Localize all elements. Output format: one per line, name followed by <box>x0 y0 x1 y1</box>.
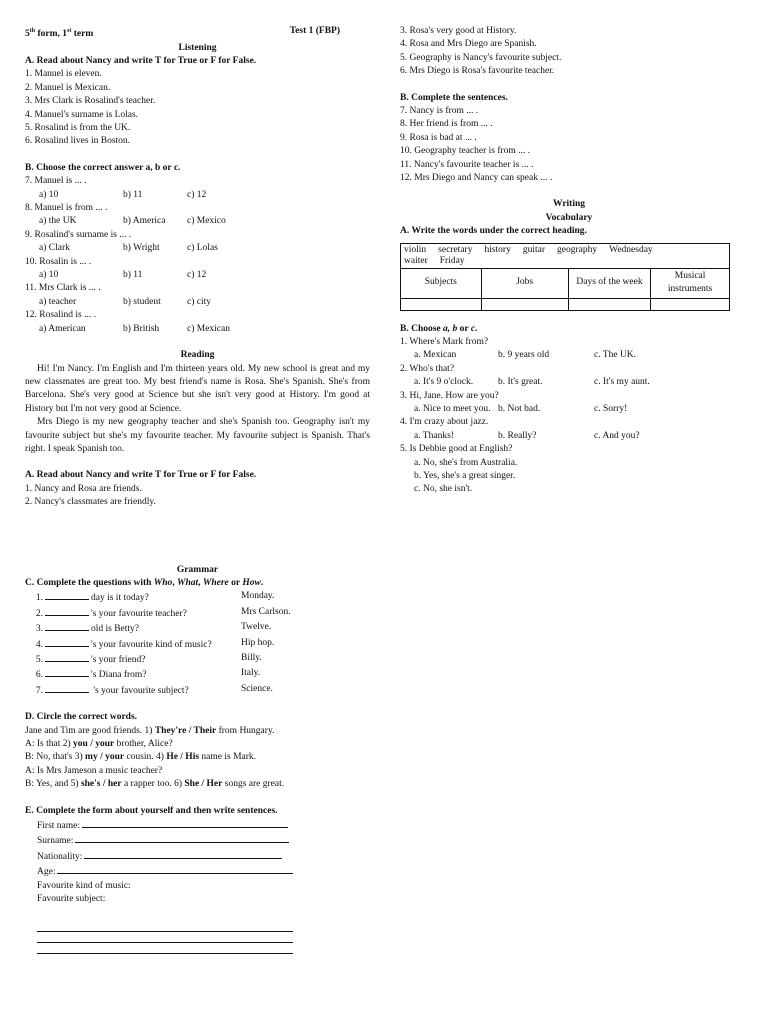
grammar-c-item <box>25 683 370 698</box>
answer-cell[interactable] <box>651 298 730 310</box>
word-bank-word: violin <box>404 244 427 255</box>
reading-a-item: 1. Nancy and Rosa are friends. <box>25 483 142 494</box>
item-number: 7. <box>35 685 43 696</box>
blank-line[interactable] <box>45 637 89 647</box>
question-text: old is Betty? <box>91 624 140 635</box>
question-text: 's Diana from? <box>91 670 147 681</box>
word-bank-word: waiter <box>404 255 428 266</box>
answer-option[interactable]: b) British <box>123 323 160 334</box>
listening-a-list <box>25 68 370 148</box>
form-row <box>25 893 370 906</box>
text: cousin. 4) <box>124 752 167 763</box>
grammar-c-item <box>25 637 370 652</box>
blank-line[interactable] <box>45 667 89 677</box>
grammar-d-line <box>25 765 370 778</box>
reading-title: Reading <box>180 350 215 361</box>
form-row <box>25 833 370 848</box>
text: from Hungary. <box>216 725 275 736</box>
answer-cell[interactable] <box>568 298 650 310</box>
reading-paragraph-1: Hi! I'm Nancy. I'm English and I'm thirteen years old. My new school is great and my new classmates are great too. My best friend's name is Rosa. She's Spanish. She's from Barcelona. She's very good at Science but she isn't very good at History. I'm good at History but I'm not very good at Science. <box>25 363 370 414</box>
answer-option[interactable]: b. It's great. <box>498 377 543 388</box>
vocab-b-options <box>400 349 738 362</box>
question-text: 's your favourite kind of music? <box>91 639 212 650</box>
form-row <box>25 818 370 833</box>
form-label: First name: <box>37 821 81 832</box>
question <box>31 637 241 652</box>
answer-option[interactable]: c) 12 <box>187 270 207 281</box>
right-column <box>400 25 738 497</box>
word-bank-word: geography <box>557 244 598 255</box>
listening-b-options <box>25 296 370 309</box>
text: A: Is that 2) <box>25 739 74 750</box>
listening-title: Listening <box>178 42 217 53</box>
grammar-e-form <box>25 818 370 906</box>
grammar-c-item <box>25 590 370 605</box>
listening-a-item: 3. Mrs Clark is Rosalind's teacher. <box>25 96 156 107</box>
grammar-c-item <box>25 606 370 621</box>
heading-text: C. Complete the questions with <box>25 577 154 588</box>
item-number: 4. <box>35 639 43 650</box>
text: brother, Alice? <box>114 739 173 750</box>
answer-option[interactable]: a) the UK <box>39 216 77 227</box>
vocab-b-options <box>400 403 738 416</box>
vocab-b-question: 4. I'm crazy about jazz. <box>400 417 489 428</box>
reading-b-item: 8. Her friend is from ... . <box>400 119 493 130</box>
answer-option[interactable]: c. And you? <box>594 430 640 441</box>
vocab-table <box>400 243 730 311</box>
listening-b-question: 9. Rosalind's surname is ... . <box>25 229 132 240</box>
listening-b-list <box>25 175 370 336</box>
word-bank-word: Friday <box>439 255 465 266</box>
question-word: Who <box>153 577 173 588</box>
word-choice[interactable]: my / your <box>85 752 125 763</box>
answer-option[interactable]: c) Mexico <box>187 216 226 227</box>
question-text: day is it today? <box>91 593 149 604</box>
answer-option[interactable]: a) 10 <box>39 270 59 281</box>
answer-option[interactable]: a) American <box>39 323 86 334</box>
heading-sep: , <box>172 577 178 588</box>
text: a rapper too. 6) <box>121 779 185 790</box>
item-number: 6. <box>35 670 43 681</box>
writing-line[interactable] <box>37 921 293 932</box>
page-header <box>25 25 370 42</box>
form-row <box>25 880 370 893</box>
column-heading: Musical instruments <box>651 268 730 298</box>
reading-b-item: 12. Mrs Diego and Nancy can speak ... . <box>400 173 553 184</box>
answer-option[interactable]: a) 10 <box>39 189 59 200</box>
question <box>31 652 241 667</box>
word-bank-word: guitar <box>522 244 546 255</box>
vocab-b-list <box>400 336 738 497</box>
answer-text: Twelve. <box>241 622 272 633</box>
word-choice[interactable]: she's / her <box>80 779 122 790</box>
listening-a-item: 6. Rosalind lives in Boston. <box>25 136 131 147</box>
form-label: Age: <box>37 867 56 878</box>
form-row <box>25 849 370 864</box>
reading-b-heading: B. Complete the sentences. <box>400 92 508 103</box>
grammar-d-line <box>25 751 370 764</box>
text: Jane and Tim are good friends. 1) <box>25 725 155 736</box>
form-label: Favourite kind of music: <box>37 880 131 891</box>
question <box>31 590 241 605</box>
answer-option[interactable]: a. Thanks! <box>414 430 454 441</box>
column-heading: Subjects <box>401 268 482 298</box>
listening-b-question: 7. Manuel is ... . <box>25 176 87 187</box>
listening-b-options <box>25 215 370 228</box>
item-number: 5. <box>35 655 43 665</box>
answer-option[interactable]: c. Sorry! <box>594 403 628 414</box>
word-bank-word: history <box>484 244 511 255</box>
question-text: 's your friend? <box>91 655 146 665</box>
reading-b-list <box>400 105 738 185</box>
answer-option[interactable]: b. Really? <box>498 430 537 441</box>
answer-option[interactable]: b) Wright <box>123 243 160 254</box>
answer-cell[interactable] <box>481 298 568 310</box>
reading-a-item: 3. Rosa's very good at History. <box>400 26 517 36</box>
blank-line[interactable] <box>45 683 89 693</box>
form-label: 5th form, 1st term <box>25 28 94 40</box>
reading-b-item: 9. Rosa is bad at ... . <box>400 132 477 143</box>
listening-b-question: 10. Rosalin is ... . <box>25 256 92 267</box>
answer-option[interactable]: a. No, she's from Australia. <box>414 457 518 468</box>
reading-a-list <box>25 483 370 510</box>
reading-b-item: 7. Nancy is from ... . <box>400 106 479 117</box>
answer-option[interactable]: c. It's my aunt. <box>594 377 650 388</box>
form-input-line[interactable] <box>84 849 282 859</box>
grammar-d-line <box>25 725 370 738</box>
column-heading: Days of the week <box>568 268 650 298</box>
word-bank-word: Wednesday <box>609 244 653 255</box>
column-heading: Jobs <box>481 268 568 298</box>
vocab-b-question: 5. Is Debbie good at English? <box>400 444 513 455</box>
form-label: Favourite subject: <box>37 894 106 905</box>
listening-b-options <box>25 269 370 282</box>
vocab-b-question: 1. Where's Mark from? <box>400 336 489 347</box>
answer-option[interactable]: b. 9 years old <box>498 350 550 361</box>
vocab-b-options <box>400 430 738 443</box>
listening-b-question: 12. Rosalind is ... . <box>25 310 96 321</box>
reading-a-item: 5. Geography is Nancy's favourite subject. <box>400 52 562 63</box>
reading-a-item: 4. Rosa and Mrs Diego are Spanish. <box>400 39 537 50</box>
word-bank <box>401 243 730 268</box>
answer-cell[interactable] <box>401 298 482 310</box>
question-word: What <box>177 577 199 588</box>
text: songs are great. <box>222 779 285 790</box>
listening-b-options <box>25 242 370 255</box>
blank-line[interactable] <box>45 652 89 662</box>
blank-line[interactable] <box>45 621 89 631</box>
form-input-line[interactable] <box>75 833 289 843</box>
blank-line[interactable] <box>45 590 89 600</box>
reading-a-item: 2. Nancy's classmates are friendly. <box>25 497 156 508</box>
writing-title: Writing <box>552 199 586 210</box>
heading-sep: or <box>228 577 243 588</box>
question <box>31 606 241 621</box>
form-label: Nationality: <box>37 851 83 862</box>
word-choice[interactable]: They're / Their <box>154 725 217 736</box>
form-input-line[interactable] <box>57 864 293 874</box>
item-number: 3. <box>35 624 43 635</box>
answer-option[interactable]: a. Nice to meet you. <box>414 403 491 414</box>
heading-sep: . <box>260 577 264 588</box>
answer-option[interactable]: b. Yes, she's a great singer. <box>414 470 516 481</box>
answer-option[interactable]: b) America <box>123 216 166 227</box>
text: B: No, that's 3) <box>25 752 86 763</box>
answer-text: Hip hop. <box>241 637 275 648</box>
answer-option[interactable]: c) city <box>187 296 212 307</box>
answer-option[interactable]: c) Lolas <box>187 243 218 254</box>
word-choice[interactable]: He / His <box>166 752 200 763</box>
answer-option[interactable]: c. The UK. <box>594 350 637 361</box>
reading-b-item: 11. Nancy's favourite teacher is ... . <box>400 159 534 170</box>
question <box>31 667 241 682</box>
text: B: Yes, and 5) <box>25 779 81 790</box>
vocab-b-question: 2. Who's that? <box>400 363 455 374</box>
question-word: How <box>242 577 261 588</box>
text: name is Mark. <box>199 752 257 763</box>
grammar-e-heading: E. Complete the form about yourself and then write sentences. <box>25 805 278 816</box>
left-column <box>25 25 370 954</box>
vocab-b-question: 3. Hi, Jane. How are you? <box>400 390 499 401</box>
answer-option[interactable]: a. Mexican <box>414 350 457 361</box>
vocab-b-heading: B. Choose a, b or c. <box>400 323 478 334</box>
reading-b-item: 10. Geography teacher is from ... . <box>400 146 531 157</box>
form-input-line[interactable] <box>82 818 288 828</box>
answer-text: Science. <box>241 683 273 694</box>
word-choice[interactable]: you / your <box>73 739 115 750</box>
vocab-b-options <box>400 376 738 389</box>
answer-option[interactable]: c. No, she isn't. <box>414 484 473 495</box>
reading-a-list-continued <box>400 25 738 79</box>
text: A: Is Mrs Jameson a music teacher? <box>25 765 163 776</box>
listening-a-item: 5. Rosalind is from the UK. <box>25 123 131 133</box>
question <box>31 683 241 698</box>
test-title: Test 1 (FBP) <box>289 26 340 36</box>
grammar-d-line <box>25 778 370 791</box>
grammar-d-list <box>25 725 370 792</box>
heading-sep: , <box>198 577 203 588</box>
vocabulary-title: Vocabulary <box>545 212 593 223</box>
listening-b-question: 8. Manuel is from ... . <box>25 203 108 214</box>
grammar-c-item <box>25 667 370 682</box>
grammar-d-heading: D. Circle the correct words. <box>25 712 138 723</box>
answer-option[interactable]: c) Mexican <box>187 323 230 334</box>
word-bank-word: secretary <box>438 244 473 255</box>
listening-a-item: 2. Manuel is Mexican. <box>25 82 111 93</box>
answer-option[interactable]: b) 11 <box>123 270 143 281</box>
writing-line[interactable] <box>37 932 293 943</box>
question-text: 's your favourite subject? <box>91 685 189 696</box>
answer-option[interactable]: b) 11 <box>123 189 143 200</box>
listening-b-heading: B. Choose the correct answer a, b or c. <box>25 162 181 173</box>
item-number: 2. <box>35 608 43 619</box>
item-number: 1. <box>35 593 43 604</box>
answer-option[interactable]: b. Not bad. <box>498 403 541 414</box>
grammar-c-item <box>25 621 370 636</box>
listening-b-options <box>25 189 370 202</box>
answer-option[interactable]: c) 12 <box>187 189 207 200</box>
listening-a-heading: A. Read about Nancy and write T for True or F for False. <box>25 55 257 66</box>
listening-a-item: 4. Manuel's surname is Lolas. <box>25 109 139 120</box>
answer-option[interactable]: a) Clark <box>39 243 70 254</box>
grammar-c-list <box>25 590 370 698</box>
vocab-a-heading: A. Write the words under the correct heading. <box>400 226 587 237</box>
answer-text: Monday. <box>241 591 275 602</box>
answer-text: Mrs Carlson. <box>241 606 291 617</box>
listening-a-item: 1. Manuel is eleven. <box>25 69 102 80</box>
answer-text: Italy. <box>241 668 261 679</box>
question-text: 's your favourite teacher? <box>91 608 187 619</box>
answer-option[interactable]: a. It's 9 o'clock. <box>414 377 474 388</box>
question <box>31 621 241 636</box>
grammar-c-item <box>25 652 370 667</box>
answer-option[interactable]: b) student <box>123 296 161 307</box>
listening-b-question: 11. Mrs Clark is ... . <box>25 283 101 294</box>
blank-line[interactable] <box>45 606 89 616</box>
grammar-c-heading <box>25 577 370 590</box>
answer-option[interactable]: a) teacher <box>39 296 77 307</box>
grammar-d-line <box>25 738 370 751</box>
word-choice[interactable]: She / Her <box>184 779 223 790</box>
reading-a-heading: A. Read about Nancy and write T for True or F for False. <box>25 470 257 481</box>
answer-text: Billy. <box>241 653 262 663</box>
form-row <box>25 864 370 879</box>
reading-paragraph-2: Mrs Diego is my new geography teacher and she's Spanish too. Geography isn't my favourite subject but she's my favourite teacher. My favourite subject is Spanish. That's right. I speak Spanish too. <box>25 417 370 454</box>
writing-line[interactable] <box>37 943 293 954</box>
grammar-title: Grammar <box>176 564 219 575</box>
question-word: Where <box>202 577 229 588</box>
form-label: Surname: <box>37 836 74 847</box>
listening-b-options <box>25 323 370 336</box>
reading-a-item: 6. Mrs Diego is Rosa's favourite teacher. <box>400 66 555 77</box>
